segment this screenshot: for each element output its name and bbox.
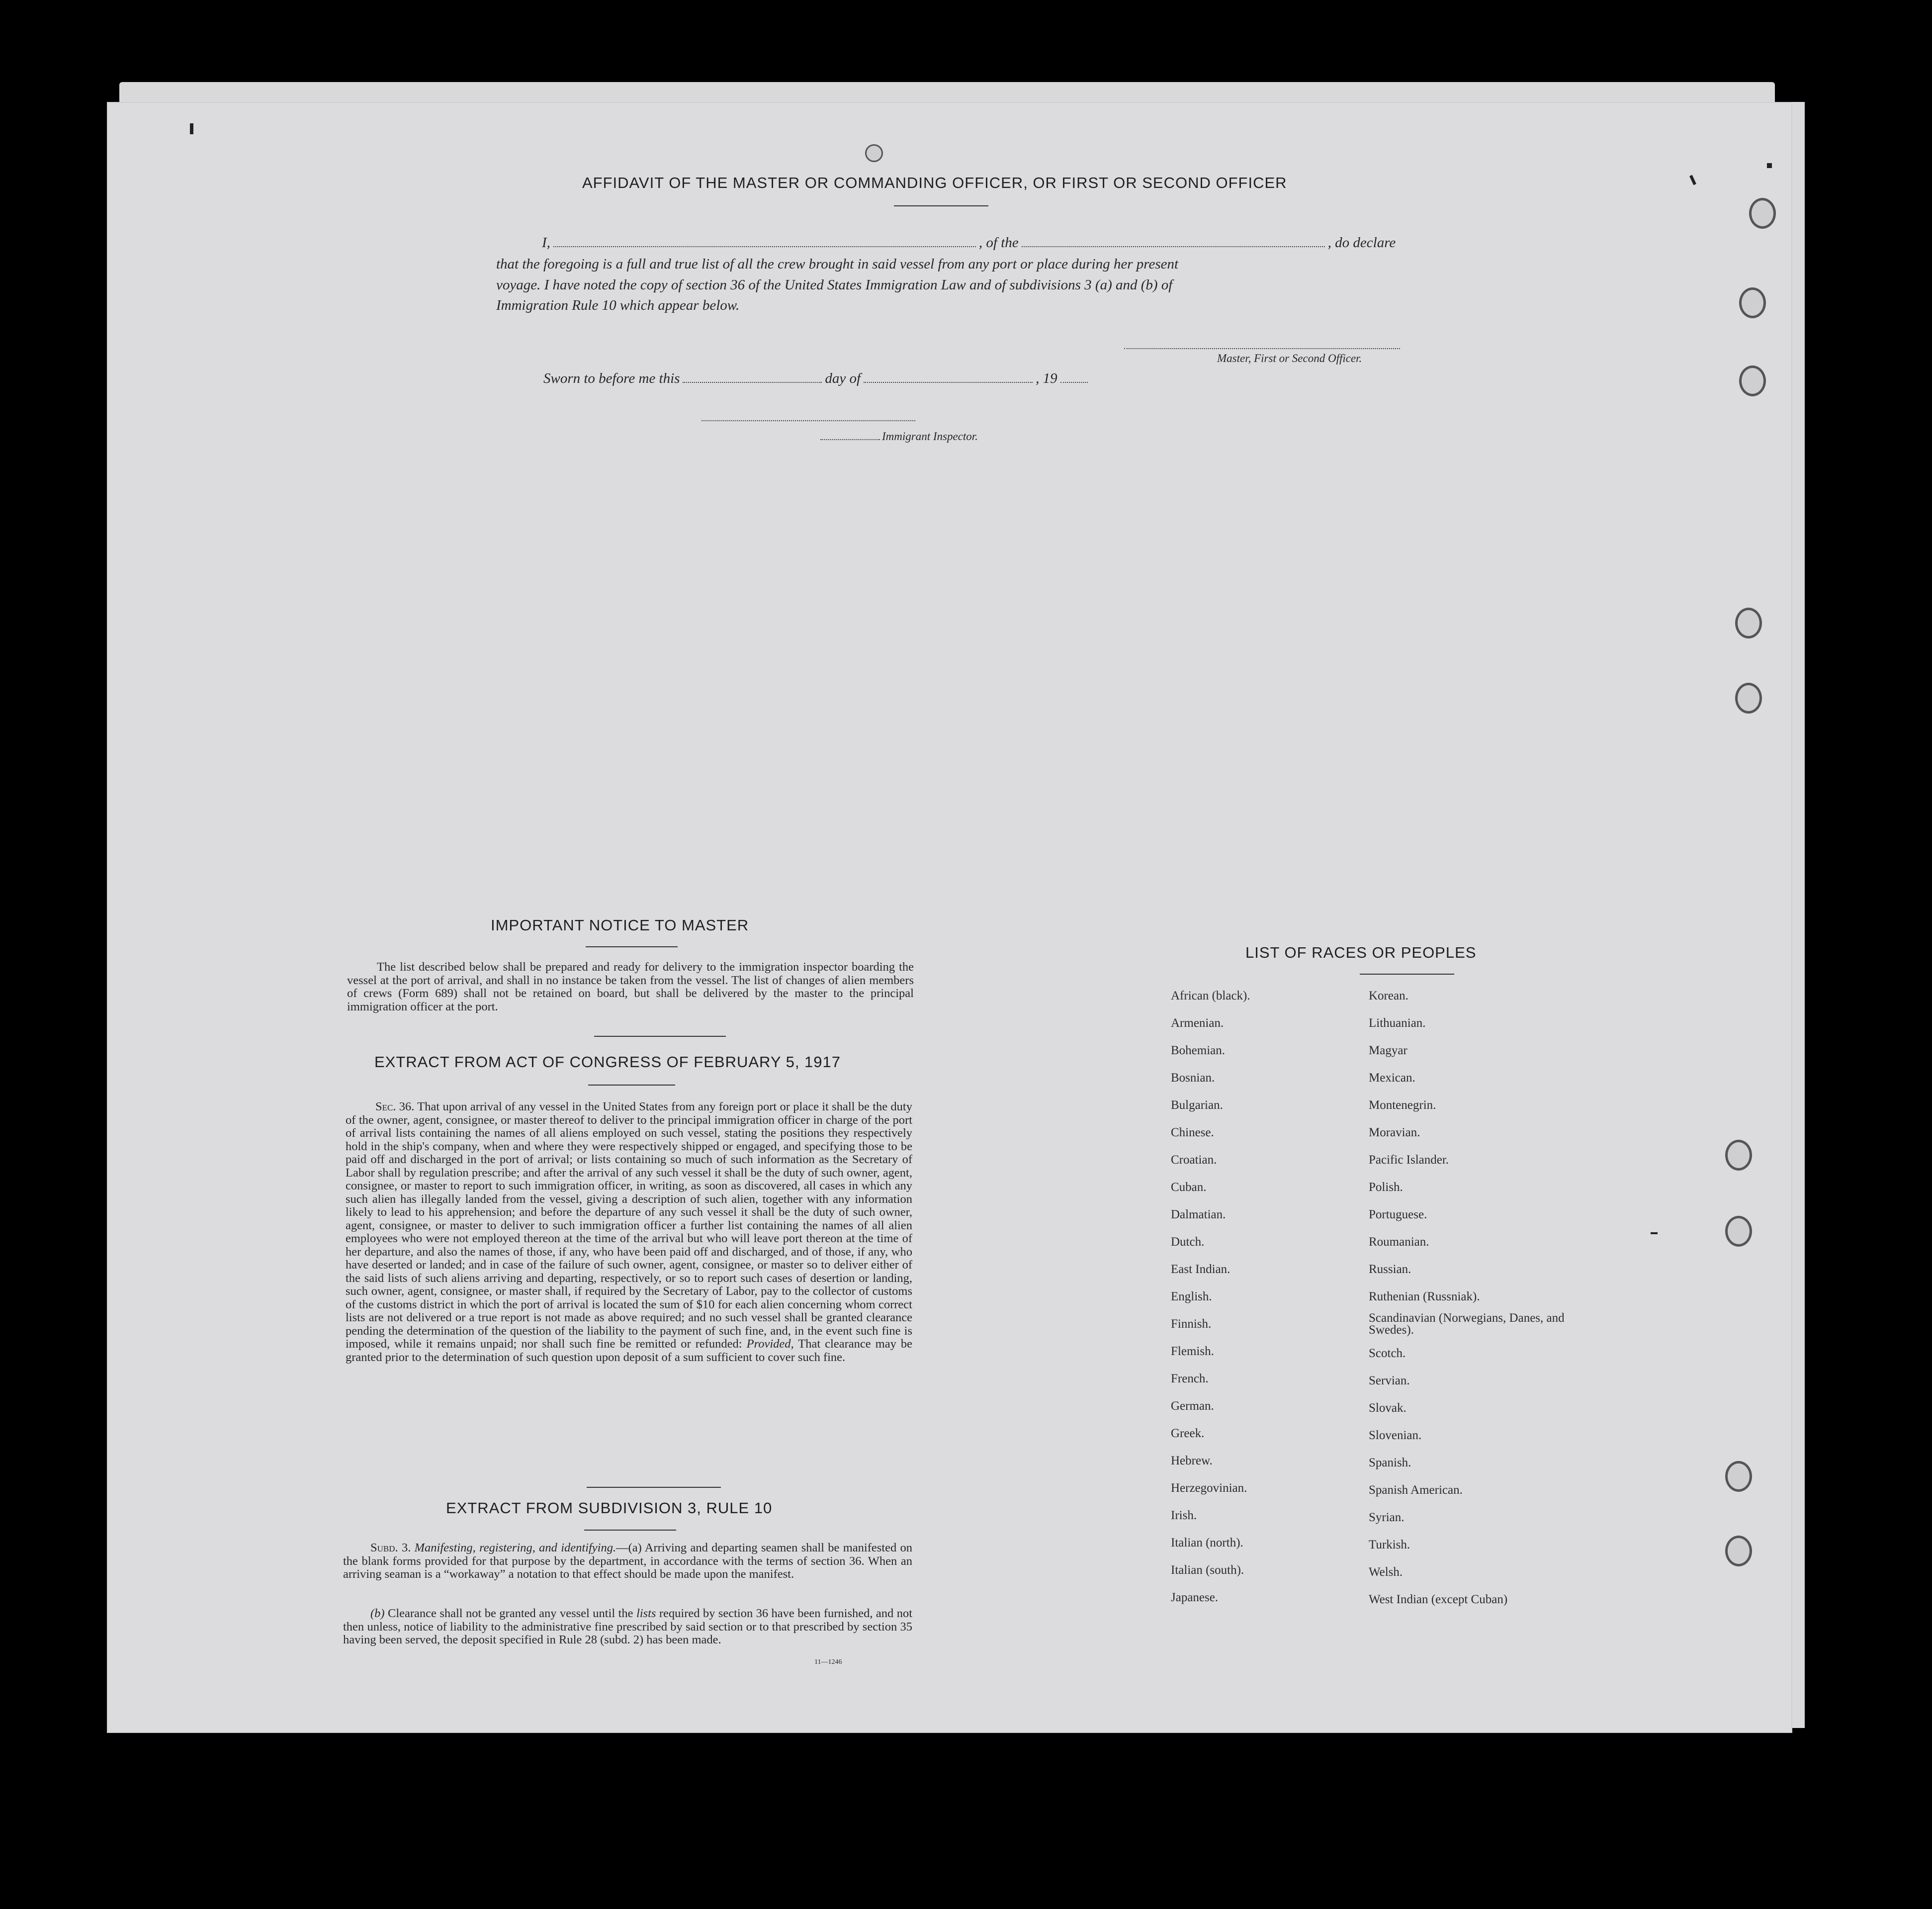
race-item: Spanish.	[1369, 1456, 1411, 1469]
name-blank[interactable]	[553, 246, 976, 247]
notice-text: The list described below shall be prepared and ready for delivery to the immigration inspector boarding the vessel at the port of arrival, and shall in no instance be taken from the vessel. The list of changes of alien members of crews (Form 689) shall not be retained on board, but shall be delivered by the master to the principal immigration officer at the port.	[347, 960, 914, 1013]
sworn-day-of: day of	[825, 370, 861, 386]
race-item: Syrian.	[1369, 1511, 1405, 1524]
para-b-label: (b)	[370, 1607, 385, 1620]
act-extract-title: EXTRACT FROM ACT OF CONGRESS OF FEBRUARY 5, 1917	[374, 1053, 841, 1071]
race-item: Mexican.	[1369, 1071, 1415, 1085]
race-item: Slovak.	[1369, 1401, 1406, 1415]
race-item: Greek.	[1171, 1427, 1205, 1440]
race-item: East Indian.	[1171, 1263, 1230, 1276]
title-rule	[588, 1085, 675, 1086]
punch-mark	[865, 144, 883, 162]
races-left-column	[1171, 982, 1360, 1611]
binder-hole	[1725, 1461, 1752, 1492]
race-item: Magyar	[1369, 1044, 1407, 1057]
notice-title: IMPORTANT NOTICE TO MASTER	[491, 916, 749, 934]
inspector-blank[interactable]	[820, 439, 880, 440]
race-item: Ruthenian (Russniak).	[1369, 1290, 1480, 1303]
race-item: Finnish.	[1171, 1317, 1212, 1331]
race-item: Roumanian.	[1369, 1235, 1429, 1249]
form-number: 11—1246	[814, 1658, 842, 1666]
race-item: Moravian.	[1369, 1126, 1420, 1139]
race-item: Cuban.	[1171, 1181, 1207, 1194]
binder-hole	[1725, 1216, 1752, 1247]
section-rule	[587, 1487, 721, 1488]
affidavit-of-the: , of the	[978, 235, 1019, 251]
binder-hole	[1725, 1140, 1752, 1171]
race-item: Korean.	[1369, 989, 1408, 1002]
sworn-month-blank[interactable]	[864, 382, 1033, 383]
section-rule	[594, 1036, 726, 1037]
race-item: West Indian (except Cuban)	[1369, 1593, 1508, 1606]
affidavit-line-4: Immigration Rule 10 which appear below.	[496, 297, 740, 313]
act-extract-text	[346, 1100, 912, 1364]
race-item: African (black).	[1171, 989, 1250, 1002]
race-item: Pacific Islander.	[1369, 1153, 1449, 1167]
para-b-pre: Clearance shall not be granted any vessel until the	[388, 1607, 633, 1620]
inspector-label: Immigrant Inspector.	[882, 430, 978, 443]
binder-hole	[1725, 1536, 1752, 1566]
para-b-lists: lists	[636, 1607, 656, 1620]
race-item: Scotch.	[1369, 1347, 1406, 1360]
races-right-column	[1369, 982, 1578, 1613]
race-item: Lithuanian.	[1369, 1016, 1426, 1030]
race-item: Spanish American.	[1369, 1483, 1463, 1497]
master-signature-label: Master, First or Second Officer.	[1217, 352, 1362, 364]
provided-word: Provided,	[746, 1337, 794, 1351]
speck	[1651, 1232, 1658, 1234]
act-text-part1: That upon arrival of any vessel in the United States from any foreign port or place it shall be the duty of the owner, agent, consignee, or master thereof to deliver to the principal immigration officer in charge of the port of arrival lists containing the names of all aliens employed on such vessel, stating the positions they respectively hold in the ship's company, when and where they were respectively shipped or engaged, and specifying those to be paid off and discharged in the port of arrival; or lists containing so much of such information as the Secretary of Labor shall by regulation prescribe; and after the arrival of any such vessel it shall be the duty of such owner, agent, consignee, or master to report to such immigration officer, in writing, as soon as discovered, all cases in which any such alien has illegally landed from the vessel, giving a description of such alien, together with any information likely to lead to his apprehension; and before the departure of any such vessel it shall be the duty of such owner, agent, consignee, or master to deliver to such immigration officer a further list containing the names of all alien employees who were not employed thereon at the time of the arrival but who will leave port thereon at the time of her departure, and also the names of those, if any, who have been paid off and discharged, and of those, if any, who have deserted or landed; and in case of the failure of such owner, agent, consignee, or master so to deliver either of the said lists of such aliens arriving and departing, respectively, or so to report such cases of desertion or landing, such owner, agent, consignee, or master shall, if required by the Secretary of Labor, pay to the collector of customs of the customs district in which the port of arrival is located the sum of $10 for each alien concerning whom correct lists are not delivered or a true report is not made as above required; and no such vessel shall be granted clearance pending the determination of the question of the liability to the payment of such fine, and, in the event such fine is imposed, while it remains unpaid; nor shall such fine be remitted or refunded:	[346, 1100, 912, 1351]
affidavit-line-1	[542, 235, 1396, 251]
speck	[1767, 163, 1772, 168]
affidavit-line-3: voyage. I have noted the copy of section 36 of the United States Immigration Law and of subdivisions 3 (a) and (b) of	[496, 277, 1173, 293]
race-item: Croatian.	[1171, 1153, 1217, 1167]
vessel-blank[interactable]	[1022, 246, 1325, 247]
speck	[190, 123, 193, 134]
race-item: Portuguese.	[1369, 1208, 1427, 1221]
sec-label: Sec. 36.	[375, 1100, 415, 1113]
para-b-post: required by section 36 have been furnished, and not then unless, notice of liability to the administrative fine prescribed by said section or to that prescribed by section 35 having been served, the deposit specified in Rule 28 (subd. 2) has been made.	[343, 1607, 913, 1646]
race-item: Polish.	[1369, 1181, 1403, 1194]
race-item: Irish.	[1171, 1509, 1197, 1522]
race-item: Italian (south).	[1171, 1563, 1244, 1577]
act-text-part2: That clearance may be granted prior to the determination of such question upon deposit of a sum sufficient to cover such fine.	[346, 1337, 912, 1364]
race-item: Slovenian.	[1369, 1429, 1422, 1442]
subd-heading: Manifesting, registering, and identifying.	[414, 1541, 616, 1554]
binder-hole	[1735, 608, 1762, 638]
race-item: Scandinavian (Norwegians, Danes, and Swedes).	[1369, 1311, 1565, 1337]
para-a-text: —(a) Arriving and departing seamen shall be manifested on the blank forms provided for that purpose by the department, in accordance with the terms of section 36. When an arriving seaman is a “workaway” a notation to that effect should be made upon the manifest.	[343, 1541, 912, 1581]
race-item: Dalmatian.	[1171, 1208, 1226, 1221]
title-rule	[586, 946, 678, 947]
subd-label: Subd. 3.	[370, 1541, 411, 1554]
title-rule	[584, 1530, 676, 1531]
race-item: Hebrew.	[1171, 1454, 1213, 1467]
race-item: Italian (north).	[1171, 1536, 1243, 1549]
race-item: Russian.	[1369, 1263, 1411, 1276]
rule-para-a	[343, 1542, 912, 1581]
sworn-line	[543, 370, 1091, 387]
affidavit-i: I,	[542, 235, 550, 251]
race-item: Bulgarian.	[1171, 1098, 1223, 1112]
race-item: Chinese.	[1171, 1126, 1214, 1139]
race-item: English.	[1171, 1290, 1212, 1303]
rule-para-b	[343, 1607, 912, 1647]
race-item: Turkish.	[1369, 1538, 1410, 1551]
race-item: Servian.	[1369, 1374, 1410, 1387]
races-title: LIST OF RACES OR PEOPLES	[1245, 944, 1477, 961]
sworn-prefix: Sworn to before me this	[543, 370, 680, 386]
sworn-year-blank[interactable]	[1060, 382, 1088, 383]
race-item: Bosnian.	[1171, 1071, 1215, 1085]
affidavit-line-2: that the foregoing is a full and true list of all the crew brought in said vessel from any port or place during her present	[496, 256, 1179, 272]
affidavit-title: AFFIDAVIT OF THE MASTER OR COMMANDING OFFICER, OR FIRST OR SECOND OFFICER	[582, 174, 1287, 191]
inspector-signature-line[interactable]	[702, 420, 915, 421]
sworn-date-blank[interactable]	[683, 382, 822, 383]
race-item: Armenian.	[1171, 1016, 1224, 1030]
race-item: German.	[1171, 1399, 1214, 1413]
race-item: Dutch.	[1171, 1235, 1205, 1249]
sworn-year: , 19	[1036, 370, 1057, 386]
inspector-line	[820, 430, 978, 443]
race-item: Herzegovinian.	[1171, 1481, 1247, 1495]
affidavit-declare: , do declare	[1327, 235, 1396, 251]
title-rule	[1360, 974, 1454, 975]
master-signature-line[interactable]	[1124, 348, 1400, 349]
race-item: Montenegrin.	[1369, 1098, 1436, 1112]
rule-extract-title: EXTRACT FROM SUBDIVISION 3, RULE 10	[446, 1499, 773, 1517]
race-item: French.	[1171, 1372, 1209, 1385]
binder-hole	[1739, 365, 1766, 396]
binder-hole	[1735, 683, 1762, 714]
race-item: Japanese.	[1171, 1591, 1219, 1604]
binder-hole	[1739, 287, 1766, 318]
title-rule	[894, 205, 988, 206]
race-item: Bohemian.	[1171, 1044, 1226, 1057]
binder-hole	[1749, 198, 1776, 229]
race-item: Flemish.	[1171, 1345, 1214, 1358]
race-item: Welsh.	[1369, 1565, 1403, 1579]
